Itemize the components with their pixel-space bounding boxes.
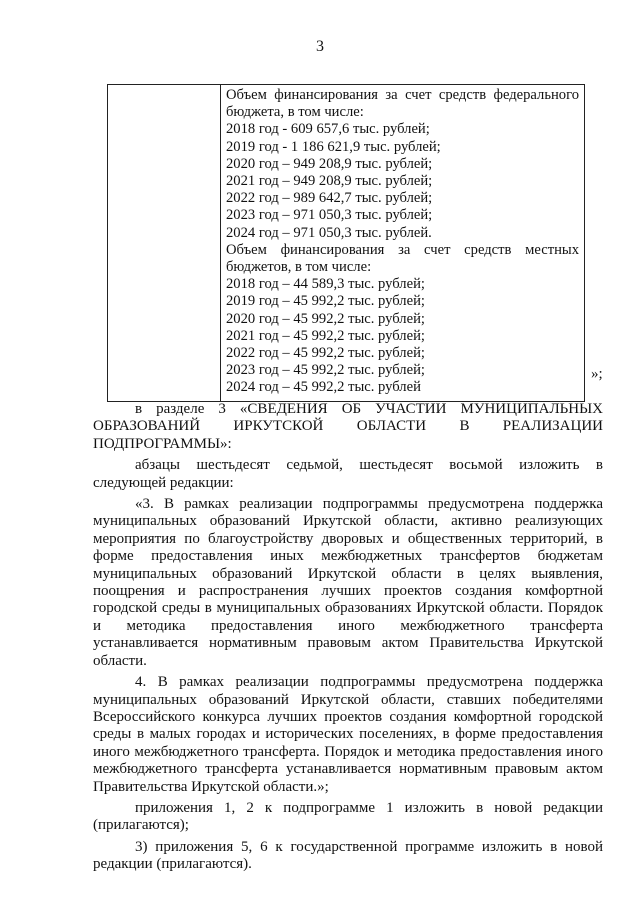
paragraph-item-4: 4. В рамках реализации подпрограммы предусмотрена поддержка муниципальных образований Иркутской области, ставших победителями Всероссийского конкурса лучших проектов создания комфортной городской среды в малых городах и исторических поселениях, в форме предоставления иного межбюджетного трансферта. Порядок и методика предоставления иного межбюджетного трансферта устанавливается нормативным правовым актом Правительства Иркутской области.»; [93, 674, 603, 795]
local-year-2019: 2019 год – 45 992,2 тыс. рублей; [226, 293, 425, 310]
local-year-2023: 2023 год – 45 992,2 тыс. рублей; [226, 362, 425, 379]
local-year-2024: 2024 год – 45 992,2 тыс. рублей [226, 379, 421, 396]
federal-year-2019: 2019 год - 1 186 621,9 тыс. рублей; [226, 138, 441, 155]
federal-financing-heading: Объем финансирования за счет средств федерального [226, 87, 579, 103]
document-body [93, 401, 603, 874]
local-year-2018: 2018 год – 44 589,3 тыс. рублей; [226, 276, 425, 293]
federal-year-2022: 2022 год – 989 642,7 тыс. рублей; [226, 190, 433, 207]
federal-year-2020: 2020 год – 949 208,9 тыс. рублей; [226, 155, 433, 172]
federal-year-2023: 2023 год – 971 050,3 тыс. рублей; [226, 207, 433, 224]
section-3-heading-line-1: в разделе 3 «СВЕДЕНИЯ ОБ УЧАСТИИ МУНИЦИПАЛЬНЫХ [135, 401, 603, 417]
financing-table-label-cell [108, 85, 221, 401]
local-year-2022: 2022 год – 45 992,2 тыс. рублей; [226, 345, 425, 362]
local-year-2020: 2020 год – 45 992,2 тыс. рублей; [226, 310, 425, 327]
federal-year-2024: 2024 год – 971 050,3 тыс. рублей. [226, 224, 432, 241]
paragraph-intro: абзацы шестьдесят седьмой, шестьдесят восьмой изложить в следующей редакции: [93, 457, 603, 491]
section-3-heading-line-2: ОБРАЗОВАНИЙ ИРКУТСКОЙ ОБЛАСТИ В РЕАЛИЗАЦИИ [93, 418, 603, 435]
local-financing-heading-cont: бюджетов, в том числе: [226, 259, 372, 276]
federal-year-2018: 2018 год - 609 657,6 тыс. рублей; [226, 121, 430, 138]
section-3-heading-line-3: ПОДПРОГРАММЫ»: [93, 435, 232, 452]
financing-table [107, 84, 585, 402]
paragraph-item-3: «3. В рамках реализации подпрограммы предусмотрена поддержка муниципальных образований Иркутской области, активно реализующих мероприятия по благоустройству дворовых и общественных территорий, в форме предоставления иных межбюджетных трансфертов бюджетам муниципальных образований Иркутской области в целях выявления, поощрения и распространения лучших проектов создания комфортной городской среды в муниципальных образованиях Иркутской области. Порядок и методика предоставления иного межбюджетного трансферта устанавливается нормативным правовым актом Правительства Иркутской области. [93, 496, 603, 669]
paragraph-appendices-5-6: 3) приложения 5, 6 к государственной программе изложить в новой редакции (прилагаются). [93, 838, 603, 873]
page-number: 3 [316, 38, 324, 55]
local-year-2021: 2021 год – 45 992,2 тыс. рублей; [226, 327, 425, 344]
federal-year-2021: 2021 год – 949 208,9 тыс. рублей; [226, 173, 433, 190]
paragraph-appendices-1-2: приложения 1, 2 к подпрограмме 1 изложить в новой редакции (прилагаются); [93, 799, 603, 834]
financing-table-value-cell [221, 85, 584, 401]
local-financing-heading: Объем финансирования за счет средств местных [226, 241, 579, 258]
federal-financing-heading-cont: бюджета, в том числе: [226, 104, 364, 121]
closing-quote-mark: »; [591, 366, 603, 382]
